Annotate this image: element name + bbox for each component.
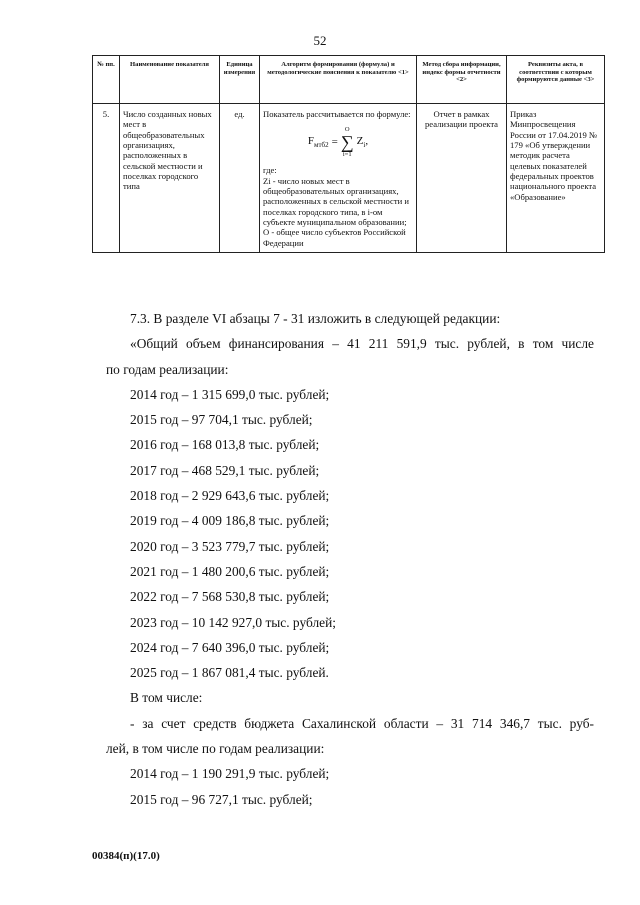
- list-item: 2020 год – 3 523 779,7 тыс. рублей;: [130, 538, 330, 554]
- years-total-list: [106, 382, 594, 686]
- formula-rhs: $Z_i$,: [356, 135, 369, 150]
- list-item: 2016 год – 168 013,8 тыс. рублей;: [130, 437, 320, 453]
- header-unit: Единица измерения: [220, 56, 260, 104]
- sum-upper-limit: O: [344, 126, 350, 134]
- list-item: 2015 год – 96 727,1 тыс. рублей;: [130, 791, 313, 807]
- sigma-glyph: ∑: [340, 132, 354, 153]
- header-num: № пп.: [93, 56, 120, 104]
- formula-lhs: $F_{мтб2}$: [307, 135, 329, 150]
- years-regional-list: [106, 761, 594, 812]
- document-code: 00384(п)(17.0): [92, 850, 160, 862]
- header-algorithm: Алгоритм формирования (формула) и методологические пояснения к показателю <1>: [260, 56, 417, 104]
- table-header-row: [93, 56, 605, 104]
- regional-budget-line1: - за счет средств бюджета Сахалинской области – 31 714 346,7 тыс. руб-: [130, 715, 594, 731]
- row-method: Отчет в рамках реализации проекта: [417, 104, 507, 253]
- formula-equals: =: [331, 135, 338, 148]
- header-act: Реквизиты акта, в соответствии с которым формируются данные <3>: [507, 56, 605, 104]
- list-item: 2014 год – 1 315 699,0 тыс. рублей;: [130, 386, 330, 402]
- total-financing-line1: «Общий объем финансирования – 41 211 591,9 тыс. рублей, в том числе: [130, 336, 594, 352]
- list-item: 2019 год – 4 009 186,8 тыс. рублей;: [130, 513, 330, 529]
- row-act: Приказ Минпросвещения России от 17.04.2019 № 179 «Об утверждении методик расчета целевых показателей федеральных проектов национального проекта «Образование»: [507, 104, 605, 253]
- sum-lower-limit: i=1: [342, 151, 352, 159]
- row-name: Число созданных новых мест в общеобразовательных организациях, расположенных в сельской местности и поселках городского типа: [120, 104, 220, 253]
- list-item: 2018 год – 2 929 643,6 тыс. рублей;: [130, 488, 330, 504]
- formula: [263, 124, 413, 160]
- algorithm-zi-desc: Zi - число новых мест в общеобразовательных организациях, расположенных в сельской местности и поселках городского типа, в i-ом субъекте муниципальном образовании;: [263, 175, 409, 227]
- algorithm-intro: Показатель рассчитывается по формуле:: [263, 109, 411, 119]
- list-item: 2021 год – 1 480 200,6 тыс. рублей;: [130, 563, 330, 579]
- section-heading: 7.3. В разделе VI абзацы 7 - 31 изложить в следующей редакции:: [130, 311, 501, 326]
- list-item: 2025 год – 1 867 081,4 тыс. рублей.: [130, 665, 329, 681]
- indicator-table: [92, 55, 605, 253]
- list-item: 2024 год – 7 640 396,0 тыс. рублей;: [130, 639, 330, 655]
- regional-budget-line2: лей, в том числе по годам реализации:: [106, 741, 325, 757]
- table-row: [93, 104, 605, 253]
- including-label: В том числе:: [130, 690, 203, 706]
- total-financing-line2: по годам реализации:: [106, 361, 229, 377]
- page-number: 52: [313, 33, 327, 48]
- row-num: 5.: [93, 104, 120, 253]
- row-unit: ед.: [220, 104, 260, 253]
- row-algorithm: [260, 104, 417, 253]
- list-item: 2022 год – 7 568 530,8 тыс. рублей;: [130, 589, 330, 605]
- document-body: [106, 306, 594, 812]
- algorithm-o-desc: О - общее число субъектов Российской Федерации: [263, 227, 406, 248]
- header-name: Наименование показателя: [120, 56, 220, 104]
- sum-symbol: [341, 126, 354, 158]
- list-item: 2023 год – 10 142 927,0 тыс. рублей;: [130, 614, 336, 630]
- list-item: 2014 год – 1 190 291,9 тыс. рублей;: [130, 766, 330, 782]
- list-item: 2015 год – 97 704,1 тыс. рублей;: [130, 412, 313, 428]
- algorithm-where: где:: [263, 165, 277, 176]
- header-method: Метод сбора информации, индекс формы отчетности <2>: [417, 56, 507, 104]
- list-item: 2017 год – 468 529,1 тыс. рублей;: [130, 462, 320, 478]
